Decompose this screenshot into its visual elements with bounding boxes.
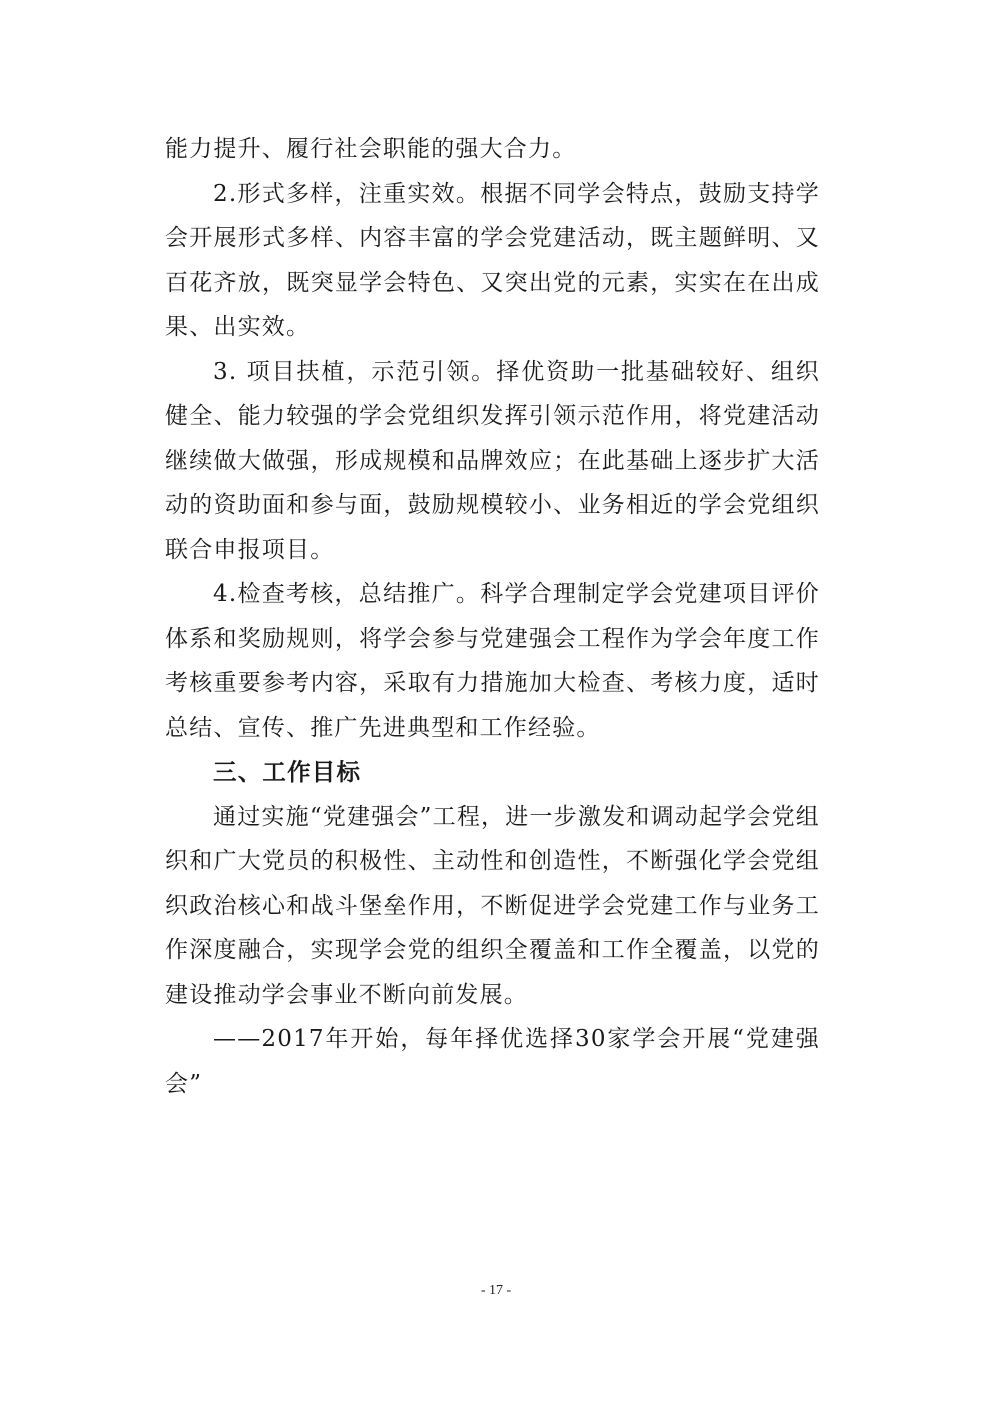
paragraph-item-2: 2.形式多样，注重实效。根据不同学会特点，鼓励支持学会开展形式多样、内容丰富的学会党建活动，既主题鲜明、又百花齐放，既突显学会特色、又突出党的元素，实实在在出成果、出实效。 <box>165 180 820 340</box>
paragraph-item-3: 3. 项目扶植，示范引领。择优资助一批基础较好、组织健全、能力较强的学会党组织发挥引领示范作用，将党建活动继续做大做强，形成规模和品牌效应；在此基础上逐步扩大活动的资助面和参与面，鼓励规模较小、业务相近的学会党组织联合申报项目。 <box>165 358 820 563</box>
paragraph-2017-goal: ——2017年开始，每年择优选择30家学会开展“党建强会” <box>165 1026 820 1097</box>
page-number: - 17 - <box>480 1283 512 1298</box>
section-heading-work-goals: 三、工作目标 <box>213 758 362 786</box>
paragraph-continuation: 能力提升、履行社会职能的强大合力。 <box>165 136 577 162</box>
paragraph-work-goals: 通过实施“党建强会”工程，进一步激发和调动起学会党组织和广大党员的积极性、主动性和创造性，不断强化学会党组织政治核心和战斗堡垒作用，不断促进学会党建工作与业务工作深度融合，实现学会党的组织全覆盖和工作全覆盖，以党的建设推动学会事业不断向前发展。 <box>165 803 820 1008</box>
document-body <box>165 127 820 1106</box>
paragraph-item-4: 4.检查考核，总结推广。科学合理制定学会党建项目评价体系和奖励规则，将学会参与党建强会工程作为学会年度工作考核重要参考内容，采取有力措施加大检查、考核力度，适时总结、宣传、推广先进典型和工作经验。 <box>165 581 820 741</box>
